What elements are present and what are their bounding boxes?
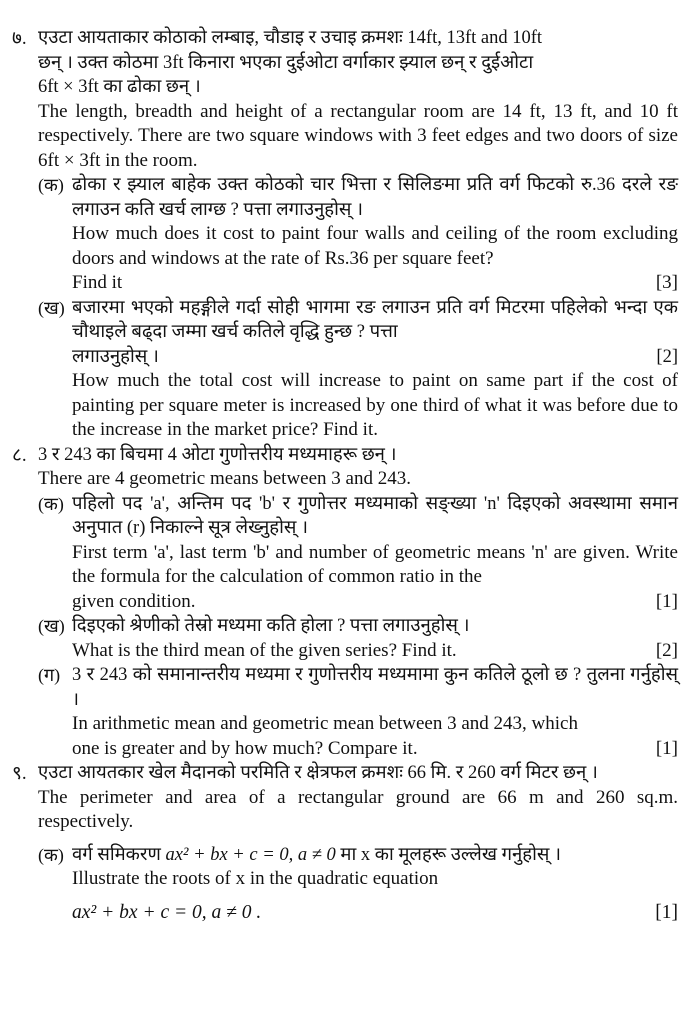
english-line-with-marks xyxy=(72,639,678,664)
english-text: The length, breadth and height of a rectangular room are 14 ft, 13 ft, and 10 ft respectively. There are two square windows with 3 feet edges and two doors of size 6ft × 3ft in the room. xyxy=(38,100,678,171)
question-number: ९. xyxy=(12,763,27,784)
subquestion-9a xyxy=(38,843,678,892)
nepali-text: 3 र 243 का बिचमा 4 ओटा गुणोत्तरीय मध्यमाहरू छन् । xyxy=(38,444,397,465)
english-text: How much does it cost to paint four walls and ceiling of the room excluding doors and windows at the rate of Rs.36 per square feet? xyxy=(72,223,678,269)
nepali-text: एउटा आयतकार खेल मैदानको परमिति र क्षेत्रफल क्रमशः 66 मि. र 260 वर्ग मिटर छन् । xyxy=(38,763,598,783)
marks: [1] xyxy=(655,901,678,923)
question-8 xyxy=(12,443,678,762)
marks: [1] xyxy=(655,737,678,759)
english-text: The perimeter and area of a rectangular ground are 66 m and 260 sq.m. respectively. xyxy=(38,786,678,832)
question-7 xyxy=(12,26,678,443)
english-line-with-marks xyxy=(72,590,678,615)
english-text: Illustrate the roots of x in the quadratic equation xyxy=(72,868,439,889)
nepali-suffix: मा x का मूलहरू उल्लेख गर्नुहोस् । xyxy=(340,844,562,865)
subquestion-8a xyxy=(38,492,678,615)
subquestion-label: (क) xyxy=(38,493,64,514)
question-number: ७. xyxy=(12,28,27,49)
subquestion-7a xyxy=(38,173,678,296)
nepali-text: ढोका र झ्याल बाहेक उक्त कोठको चार भित्ता र सिलिङमा प्रति वर्ग फिटको रु.36 दरले रङ लगाउन कति खर्च लाग्छ ? पत्ता लगाउनुहोस् । xyxy=(72,175,678,220)
question-number: ८. xyxy=(12,444,27,466)
english-line-with-marks xyxy=(72,737,678,762)
english-tail: given condition. xyxy=(72,590,196,612)
subquestion-label: (ग) xyxy=(38,665,61,685)
marks: [1] xyxy=(655,590,678,612)
equation-line xyxy=(72,900,678,926)
marks: [2] xyxy=(655,639,678,661)
english-text: First term 'a', last term 'b' and number of geometric means 'n' are given. Write the formula for the calculation of common ratio in the xyxy=(72,541,678,587)
question-9 xyxy=(12,761,678,926)
inline-equation: ax² + bx + c = 0, a ≠ 0 xyxy=(165,844,336,865)
nepali-text: 3 र 243 को समानान्तरीय मध्यमा र गुणोत्तरीय मध्यमामा कुन कतिले ठूलो छ ? तुलना गर्नुहोस् । xyxy=(72,665,678,710)
nepali-text: पहिलो पद 'a', अन्तिम पद 'b' र गुणोत्तर मध्यमाको सङ्ख्या 'n' दिइएको अवस्थामा समान अनुपात (r) निकाल्ने सूत्र लेख्नुहोस् । xyxy=(72,493,678,538)
nepali-prefix: वर्ग समिकरण xyxy=(72,844,161,865)
english-line-with-marks xyxy=(72,271,678,296)
subquestion-label: (ख) xyxy=(38,297,65,318)
nepali-tail: लगाउनुहोस् । xyxy=(72,346,159,367)
subquestion-8b xyxy=(38,614,678,663)
subquestion-7b xyxy=(38,296,678,443)
english-tail: one is greater and by how much? Compare it. xyxy=(72,737,418,759)
marks: [3] xyxy=(655,272,678,293)
english-text: How much the total cost will increase to paint on same part if the cost of painting per square meter is increased by one third of what it was before due to the increase in the market price? Find it. xyxy=(72,370,678,440)
subquestion-label: (क) xyxy=(38,844,64,865)
subquestion-8c xyxy=(38,663,678,761)
subquestion-label: (क) xyxy=(38,175,64,195)
subquestion-label: (ख) xyxy=(38,616,65,636)
english-tail: Find it xyxy=(72,272,123,293)
nepali-line: एउटा आयताकार कोठाको लम्बाइ, चौडाइ र उचाइ क्रमशः 14ft, 13ft and 10ft xyxy=(38,28,543,48)
nepali-line: छन् । उक्त कोठमा 3ft किनारा भएका दुईओटा वर्गाकार झ्याल छन् र दुईओटा xyxy=(38,52,534,73)
nepali-line-with-marks xyxy=(72,345,678,370)
display-equation: ax² + bx + c = 0, a ≠ 0 . xyxy=(72,901,262,923)
english-text: What is the third mean of the given series? Find it. xyxy=(72,639,457,661)
nepali-text: बजारमा भएको महङ्गीले गर्दा सोही भागमा रङ लगाउन प्रति वर्ग मिटरमा पहिलेको भन्दा एक चौथाइले बढ्दा जम्मा खर्च कतिले वृद्धि हुन्छ ? पत्ता xyxy=(72,297,678,342)
marks: [2] xyxy=(656,346,678,367)
nepali-text xyxy=(72,843,678,868)
english-text: There are 4 geometric means between 3 and 243. xyxy=(38,468,411,489)
nepali-text: दिइएको श्रेणीको तेस्रो मध्यमा कति होला ? पत्ता लगाउनुहोस् । xyxy=(72,616,470,636)
nepali-line: 6ft × 3ft का ढोका छन् । xyxy=(38,77,201,97)
english-text: In arithmetic mean and geometric mean between 3 and 243, which xyxy=(72,713,578,734)
